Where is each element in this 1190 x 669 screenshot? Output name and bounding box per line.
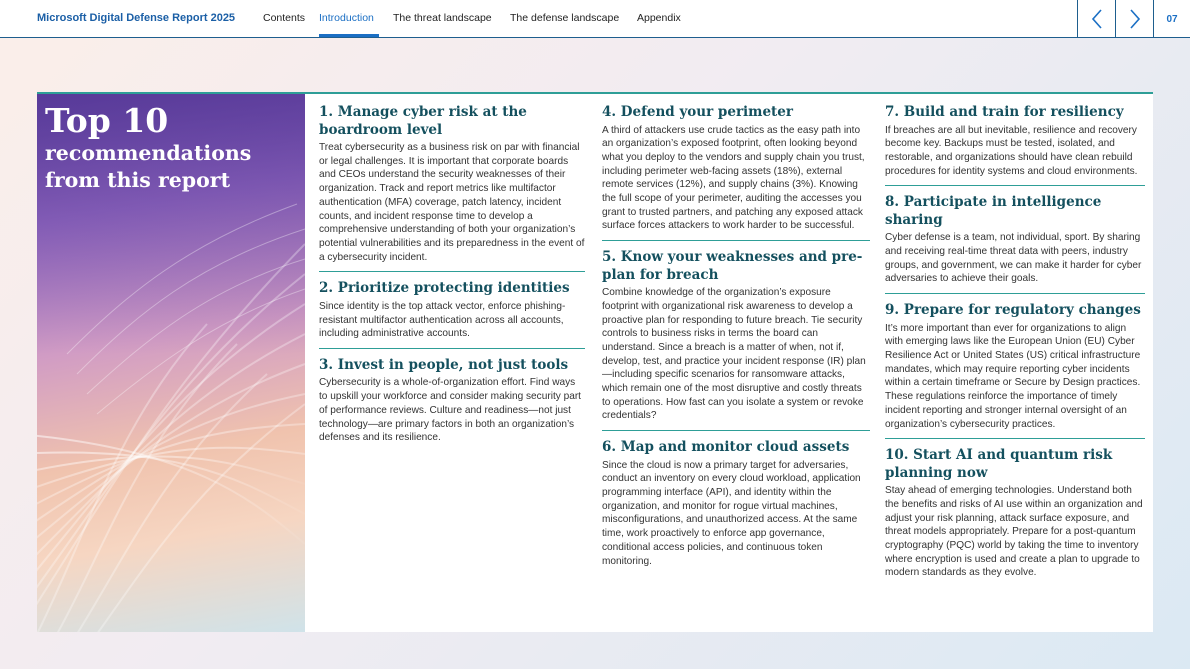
page-number: 07 [1153,0,1190,38]
recommendation-body: Stay ahead of emerging technologies. Understand both the benefits and risks of AI use within an organization and adjust your risk planning, attack surface exposure, and threat models appropriately. Prepare for a post-quantum cryptography (PQC) world by taking the time to inventory where encryption is used and create a plan to upgrade to modern standards as they evolve. [885,485,1143,579]
recommendation-heading: 4. Defend your perimeter [602,104,793,120]
recommendation-body: A third of attackers use crude tactics as the easy path into an organization’s exposed footprint, often looking beyond what you deploy to the vendors and supply chain you trust, including perimeter web-facing assets (18%), external remote services (12%), and supply chains (3%). Knowing the full scope of your perimeter, auditing the accesses you grant to trusted partners, and patching any exposed attack surface forces attackers to work harder to be successful. [602,124,865,232]
divider [885,438,1145,439]
recommendation-heading: 5. Know your weaknesses and pre-plan for breach [602,249,863,283]
hero-title-sub: recommendations from this report [45,141,252,192]
recommendation-8 [885,194,1145,286]
content-card [37,92,1153,632]
recommendation-body: Since the cloud is now a primary target for adversaries, conduct an inventory on every cloud workload, application programming interface (API), and identity within the organization, and monitor for rogue virtual machines, misconfigurations, and unauthorized access. At the same time, work proactively to enforce app governance, conditional access policies, and continuous token monitoring. [602,459,861,567]
column-2 [602,104,870,568]
recommendation-1 [319,104,585,264]
recommendation-body: Cyber defense is a team, not individual, sport. By sharing and receiving real-time threat data with peers, industry groups, and government, we can make it harder for cyber adversaries to achieve their goals. [885,232,1142,285]
recommendation-2 [319,280,585,341]
divider [602,430,870,431]
hero-image-panel [37,94,305,632]
top-nav-bar [0,0,1190,38]
nav-defense-landscape[interactable]: The defense landscape [510,12,620,24]
prev-page-button[interactable] [1077,0,1115,38]
divider [885,293,1145,294]
divider [319,348,585,349]
recommendation-heading: 10. Start AI and quantum risk planning now [885,447,1113,481]
chevron-right-icon [1128,8,1142,30]
recommendation-heading: 1. Manage cyber risk at the boardroom level [319,104,527,138]
nav-threat-landscape[interactable]: The threat landscape [393,12,492,24]
chevron-left-icon [1090,8,1104,30]
column-1 [319,104,585,445]
nav-appendix[interactable]: Appendix [637,12,681,24]
recommendation-body: Since identity is the top attack vector, enforce phishing-resistant multifactor authentication across all accounts, including administrative accounts. [319,300,566,340]
divider [885,185,1145,186]
recommendation-body: Treat cybersecurity as a business risk on par with financial or legal challenges. It is important that corporate boards and CEOs understand the security weaknesses of their organization. Track and report metrics like multifactor authentication (MFA) coverage, patch latency, incident counts, and incident response time to develop a comprehensive understanding of both your organization’s potential vulnerabilities and its preparedness in the event of a cybersecurity incident. [319,142,585,263]
recommendation-heading: 8. Participate in intelligence sharing [885,194,1102,228]
recommendation-3 [319,357,585,445]
divider [602,240,870,241]
hero-title-main: Top 10 [45,101,169,140]
recommendation-5 [602,249,870,423]
nav-introduction[interactable]: Introduction [319,12,374,24]
recommendation-body: If breaches are all but inevitable, resilience and recovery become key. Backups must be tested, isolated, and restorable, and organizations should have clean rebuild procedures for identity systems and cloud environments. [885,124,1138,177]
recommendation-10 [885,447,1145,580]
recommendation-heading: 7. Build and train for resiliency [885,104,1124,120]
recommendation-body: Combine knowledge of the organization’s exposure footprint with organizational risk awareness to develop a proactive plan for responding to future breach. Tie security controls to business risks in terms the board can understand. Since a breach is a matter of when, not if, develop, test, and practice your incident response (IR) plan—including specific scenarios for ransomware attacks, which remain one of the most disruptive and costly threats to operations. How fast can you isolate a system or revoke credentials? [602,287,866,422]
recommendation-body: Cybersecurity is a whole-of-organization effort. Find ways to upskill your workforce and consider making security part of performance reviews. Culture and readiness—not just technology—are primary factors in both an organization’s defenses and its resilience. [319,377,581,444]
hero-title [45,102,275,194]
recommendation-heading: 9. Prepare for regulatory changes [885,302,1141,319]
recommendation-4 [602,104,870,233]
active-tab-indicator [319,34,379,37]
recommendation-7 [885,104,1145,178]
recommendation-9 [885,302,1145,431]
next-page-button[interactable] [1115,0,1153,38]
recommendation-6 [602,439,870,568]
recommendation-body: It’s more important than ever for organizations to align with emerging laws like the European Union (EU) Cyber Resilience Act or United States (US) critical infrastructure mandates, which may require reporting cyber incidents within a certain timeframe or Secure by Design practices. These regulations reinforce the importance of timely incident reporting and stronger internal oversight of an organization’s cybersecurity practices. [885,322,1141,430]
recommendation-heading: 2. Prioritize protecting identities [319,280,570,297]
column-3 [885,104,1145,580]
nav-contents[interactable]: Contents [263,12,306,24]
report-title[interactable]: Microsoft Digital Defense Report 2025 [37,12,236,24]
divider [319,271,585,272]
recommendation-heading: 6. Map and monitor cloud assets [602,439,850,456]
recommendation-heading: 3. Invest in people, not just tools [319,356,569,373]
